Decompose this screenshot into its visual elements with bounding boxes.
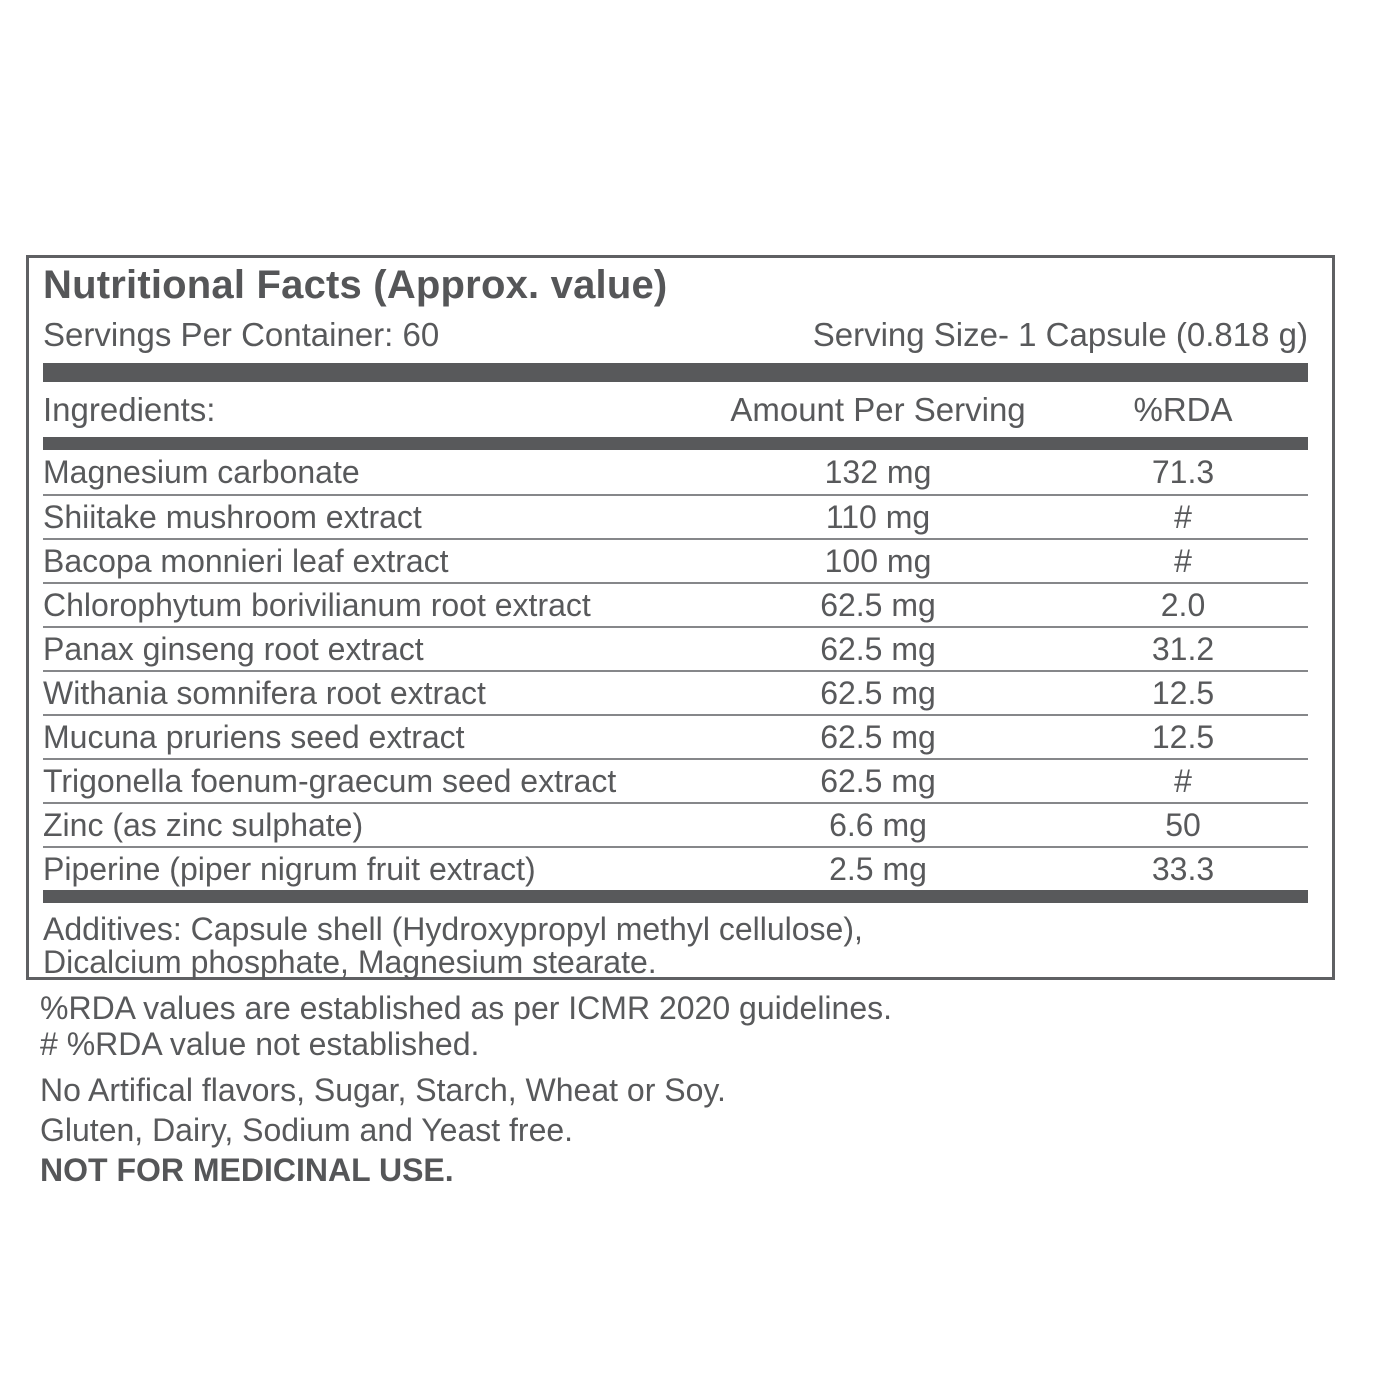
- footnote-no-artificial: No Artifical flavors, Sugar, Starch, Wheat or Soy.: [40, 1072, 726, 1108]
- ingredient-name: Withania somnifera root extract: [43, 674, 486, 711]
- ingredient-amount: 6.6 mg: [829, 806, 927, 843]
- ingredient-rda: 71.3: [1151, 453, 1215, 490]
- footnotes: [40, 990, 892, 1190]
- serving-size: Serving Size- 1 Capsule (0.818 g): [812, 316, 1308, 353]
- table-row: [43, 802, 1308, 846]
- ingredient-name: Magnesium carbonate: [43, 453, 360, 490]
- ingredient-rda: 12.5: [1151, 718, 1215, 755]
- ingredient-rda: #: [1174, 762, 1192, 799]
- ingredient-name: Chlorophytum borivilianum root extract: [43, 586, 591, 623]
- table-row: [43, 582, 1308, 626]
- ingredient-amount: 62.5 mg: [820, 674, 936, 711]
- ingredient-rda: 31.2: [1151, 630, 1215, 667]
- footnote-free-from: Gluten, Dairy, Sodium and Yeast free.: [40, 1112, 574, 1148]
- ingredient-name: Piperine (piper nigrum fruit extract): [43, 850, 536, 887]
- footer-separator-bar: [43, 890, 1308, 903]
- table-row: [43, 626, 1308, 670]
- nutrition-panel: [26, 255, 1335, 980]
- column-header-rda: %RDA: [1133, 390, 1233, 428]
- ingredient-rda: #: [1174, 542, 1192, 579]
- servings-row: [43, 316, 1308, 354]
- ingredient-name: Trigonella foenum-graecum seed extract: [43, 762, 617, 799]
- ingredient-rda: 50: [1165, 806, 1201, 843]
- servings-per-container: Servings Per Container: 60: [43, 316, 440, 353]
- ingredient-name: Mucuna pruriens seed extract: [43, 718, 465, 755]
- ingredient-amount: 62.5 mg: [820, 630, 936, 667]
- table-row: [43, 670, 1308, 714]
- ingredient-rda: 2.0: [1160, 586, 1206, 623]
- footnote-rda-guidelines: %RDA values are established as per ICMR 2020 guidelines.: [40, 990, 893, 1026]
- ingredient-amount: 62.5 mg: [820, 718, 936, 755]
- table-row: [43, 846, 1308, 890]
- disclaimer-not-medicinal: NOT FOR MEDICINAL USE.: [40, 1152, 454, 1188]
- ingredient-name: Panax ginseng root extract: [43, 630, 424, 667]
- column-header-amount: Amount Per Serving: [730, 390, 1026, 428]
- ingredient-rda: #: [1174, 498, 1192, 535]
- ingredient-amount: 132 mg: [824, 453, 932, 490]
- page-title: Nutritional Facts (Approx. value): [43, 263, 668, 307]
- table-row: [43, 538, 1308, 582]
- ingredient-amount: 110 mg: [825, 498, 931, 535]
- table-row: [43, 714, 1308, 758]
- ingredient-name: Bacopa monnieri leaf extract: [43, 542, 449, 579]
- ingredient-rda: 12.5: [1151, 674, 1215, 711]
- ingredient-amount: 2.5 mg: [829, 850, 927, 887]
- column-header-ingredients: Ingredients:: [43, 390, 216, 428]
- ingredient-amount: 62.5 mg: [820, 586, 936, 623]
- table-header-row: [43, 382, 1308, 437]
- ingredient-name: Shiitake mushroom extract: [43, 498, 422, 535]
- additives-text: [43, 913, 1308, 979]
- additives-line-2: Dicalcium phosphate, Magnesium stearate.: [43, 944, 657, 980]
- ingredient-rda: 33.3: [1151, 850, 1215, 887]
- footnote-rda-not-established: # %RDA value not established.: [40, 1026, 480, 1062]
- additives-line-1: Additives: Capsule shell (Hydroxypropyl methyl cellulose),: [43, 911, 863, 947]
- ingredient-name: Zinc (as zinc sulphate): [43, 806, 364, 843]
- separator-bar-top: [43, 363, 1308, 382]
- header-separator-bar: [43, 437, 1308, 450]
- ingredient-amount: 100 mg: [824, 542, 932, 579]
- ingredients-table: [43, 450, 1308, 890]
- table-row: [43, 758, 1308, 802]
- table-row: [43, 494, 1308, 538]
- table-row: [43, 450, 1308, 494]
- ingredient-amount: 62.5 mg: [820, 762, 936, 799]
